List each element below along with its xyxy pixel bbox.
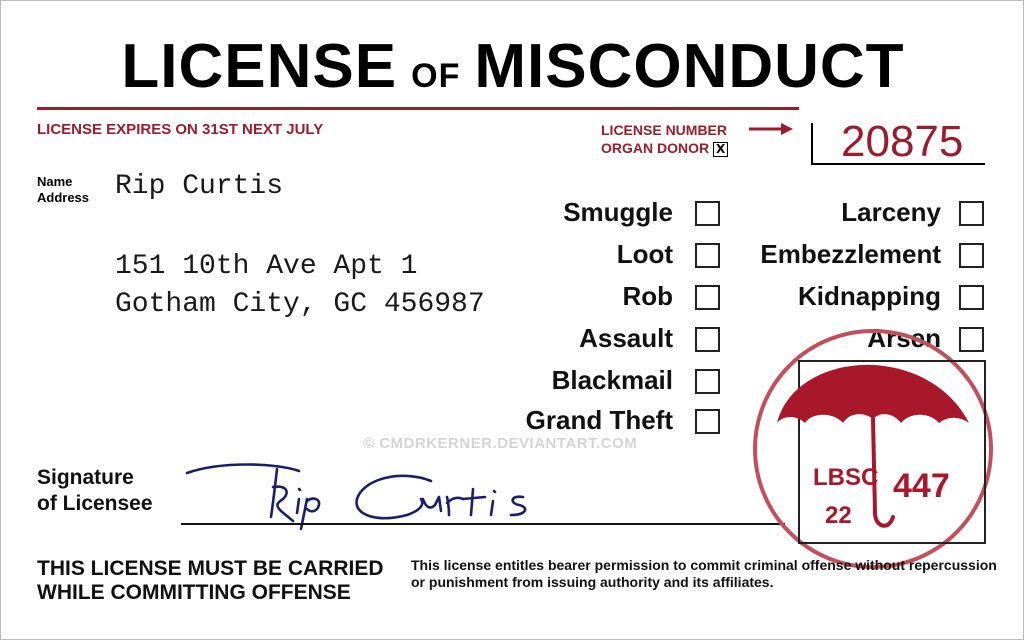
offense-label-rob: Rob (622, 281, 673, 311)
header-divider (37, 107, 799, 110)
offense-label-arsen: Arsen (867, 323, 941, 353)
title-misconduct: MISCONDUCT (474, 32, 905, 101)
carry-notice-line-1: THIS LICENSE MUST BE CARRIED (37, 557, 384, 580)
stamp-text-447: 447 (893, 467, 950, 505)
offense-checkbox-smuggle[interactable] (695, 201, 720, 226)
offense-checkbox-grand-theft[interactable] (695, 409, 720, 434)
signature-line (181, 523, 785, 525)
offense-label-smuggle: Smuggle (563, 197, 673, 227)
title-of: OF (411, 57, 461, 95)
name-value: Rip Curtis (115, 171, 284, 202)
address-line-1: 151 10th Ave Apt 1 (115, 251, 418, 282)
offense-checkbox-assault[interactable] (695, 327, 720, 352)
signature-label-line-2: of Licensee (37, 492, 153, 515)
offense-checkbox-embezzlement[interactable] (959, 243, 984, 268)
carry-notice (37, 557, 384, 605)
offense-checkbox-blackmail[interactable] (695, 369, 720, 394)
address-line-2: Gotham City, GC 456987 (115, 289, 485, 320)
watermark: © CMDRKERNER.DEVIANTART.COM (363, 435, 638, 452)
page-title (1, 31, 1024, 102)
offense-label-kidnapping: Kidnapping (798, 281, 941, 311)
offense-label-larceny: Larceny (841, 197, 941, 227)
signature-label (37, 465, 153, 517)
entitlement-text: This license entitles bearer permission to commit criminal offense without repercussion or punishment from issuing authority and its affiliates. (411, 557, 997, 590)
umbrella-seal (751, 327, 995, 571)
field-labels (37, 174, 89, 206)
license-number-label: LICENSE NUMBER (601, 122, 728, 138)
arrow-right-icon (749, 123, 793, 135)
license-labels (601, 121, 728, 157)
license-number-value: 20875 (841, 117, 964, 166)
organ-donor-checkbox[interactable]: X (713, 142, 728, 157)
signature-label-line-1: Signature (37, 466, 134, 489)
offense-label-blackmail: Blackmail (551, 365, 673, 395)
organ-donor-label: ORGAN DONOR (601, 140, 710, 156)
offense-checkbox-rob[interactable] (695, 285, 720, 310)
offense-label-grand-theft: Grand Theft (525, 405, 673, 435)
organ-donor-row (601, 139, 728, 157)
offense-checkbox-kidnapping[interactable] (959, 285, 984, 310)
offense-label-loot: Loot (616, 239, 673, 269)
signature-scrawl (181, 459, 561, 531)
stamp-text-lbsc: LBSC (813, 464, 879, 491)
name-label: Name (37, 174, 73, 189)
expiry-notice: LICENSE EXPIRES ON 31ST NEXT JULY (37, 121, 324, 138)
offense-label-embezzlement: Embezzlement (760, 239, 941, 269)
stamp-text-22: 22 (825, 502, 852, 529)
offense-checkbox-loot[interactable] (695, 243, 720, 268)
title-license: LICENSE (121, 32, 398, 101)
offense-checkbox-larceny[interactable] (959, 201, 984, 226)
carry-notice-line-2: WHILE COMMITTING OFFENSE (37, 581, 351, 604)
address-label: Address (37, 190, 90, 205)
offense-label-assault: Assault (579, 323, 673, 353)
